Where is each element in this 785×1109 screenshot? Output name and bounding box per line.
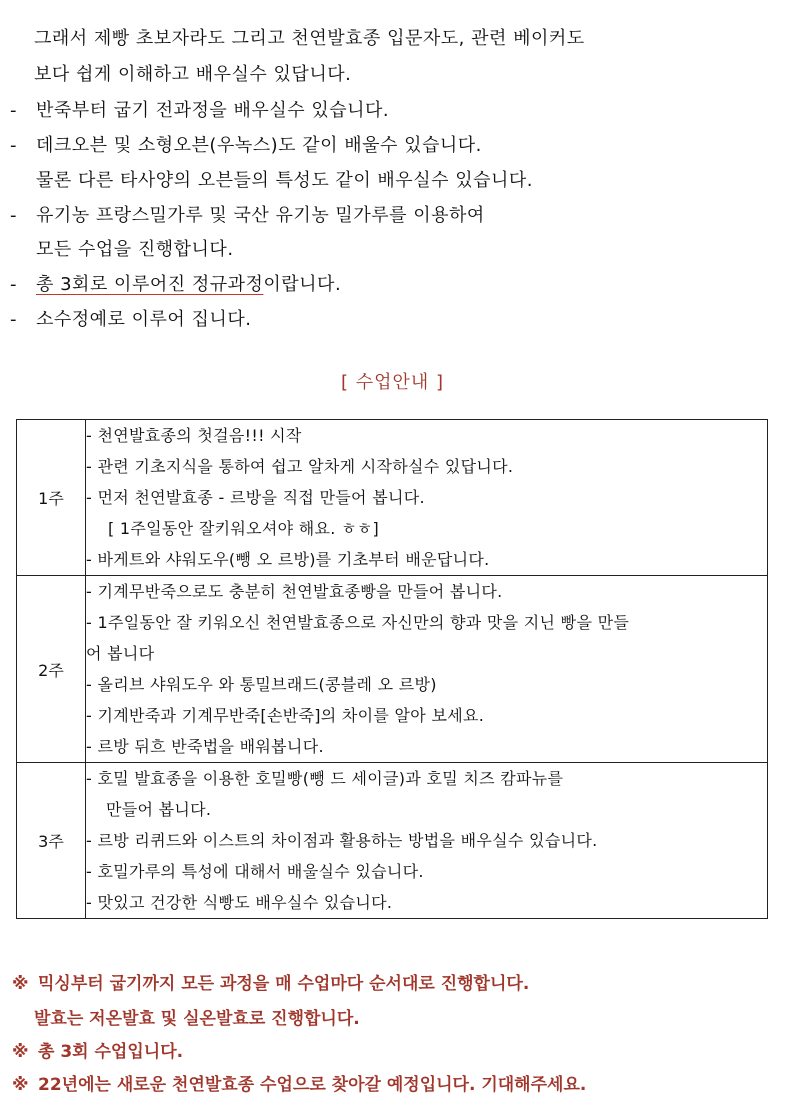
bullet-dash: -: [10, 309, 17, 330]
note-text: 22년에는 새로운 천연발효종 수업으로 찾아갈 예정입니다. 기대해주세요.: [38, 1075, 587, 1095]
intro-text: 그래서 제빵 초보자라도 그리고 천연발효종 입문자도, 관련 베이커도: [34, 28, 585, 49]
content-line: - 먼저 천연발효종 - 르방을 직접 만들어 봅니다.: [86, 488, 425, 507]
intro-text: 모든 수업을 진행합니다.: [36, 239, 234, 260]
content-line: 만들어 봅니다.: [106, 800, 212, 819]
content-line: - 기계반죽과 기계무반죽[손반죽]의 차이를 알아 보세요.: [86, 706, 485, 725]
intro-text: 소수정예로 이루어 집니다.: [36, 309, 252, 330]
content-line: 어 봅니다: [86, 644, 155, 663]
table-row: [17, 576, 768, 763]
reference-mark: ※: [12, 1042, 29, 1062]
bullet-dash: -: [10, 274, 17, 295]
content-line: - 호밀 발효종을 이용한 호밀빵(뺑 드 세이글)과 호밀 치즈 캄파뉴를: [86, 769, 564, 788]
week-label: 1주: [17, 420, 86, 576]
week-content: [86, 576, 768, 763]
content-line: - 1주일동안 잘 키워오신 천연발효종으로 자신만의 향과 맛을 지닌 빵을 만들: [86, 613, 630, 632]
intro-text: 물론 다른 타사양의 오븐들의 특성도 같이 배우실수 있습니다.: [36, 170, 533, 191]
content-line: - 관련 기초지식을 통하여 쉽고 알차게 시작하실수 있답니다.: [86, 457, 514, 476]
note-text: 믹싱부터 굽기까지 모든 과정을 매 수업마다 순서대로 진행합니다.: [38, 974, 530, 994]
note-text: 총 3회 수업입니다.: [38, 1042, 184, 1062]
week-label: 2주: [17, 576, 86, 763]
content-line: - 기계무반죽으로도 충분히 천연발효종빵을 만들어 봅니다.: [86, 582, 503, 601]
intro-text: 유기농 프랑스밀가루 및 국산 유기농 밀가루를 이용하여: [36, 205, 485, 226]
bullet-dash: -: [10, 205, 17, 226]
content-line: - 맛있고 건강한 식빵도 배우실수 있습니다.: [86, 893, 393, 912]
table-row: [17, 763, 768, 919]
note-text: 발효는 저온발효 및 실온발효로 진행합니다.: [34, 1009, 360, 1029]
intro-text: [36, 268, 341, 302]
week-content: [86, 763, 768, 919]
reference-mark: ※: [12, 1075, 29, 1095]
bullet-dash: -: [10, 100, 17, 121]
content-line: - 바게트와 샤워도우(뺑 오 르방)를 기초부터 배운답니다.: [86, 550, 490, 569]
content-line: - 천연발효종의 첫걸음!!! 시작: [86, 426, 302, 445]
intro-text: 데크오븐 및 소형오븐(우녹스)도 같이 배울수 있습니다.: [36, 135, 482, 156]
content-line: [ 1주일동안 잘키워오셔야 해요. ㅎㅎ]: [108, 519, 380, 538]
content-line: - 르방 리퀴드와 이스트의 차이점과 활용하는 방법을 배우실수 있습니다.: [86, 831, 598, 850]
intro-text-rest: 이랍니다.: [263, 274, 342, 295]
section-title: [ 수업안내 ]: [340, 372, 445, 393]
reference-mark: ※: [12, 974, 29, 994]
table-row: [17, 420, 768, 576]
underlined-text: 총 3회로 이루어진 정규과정: [36, 274, 264, 295]
intro-text: 보다 쉽게 이해하고 배우실수 있답니다.: [34, 64, 352, 85]
content-line: - 호밀가루의 특성에 대해서 배울실수 있습니다.: [86, 862, 424, 881]
intro-text: 반죽부터 굽기 전과정을 배우실수 있습니다.: [36, 100, 390, 121]
bullet-dash: -: [10, 135, 17, 156]
content-line: - 올리브 샤워도우 와 통밀브래드(콩블레 오 르방): [86, 675, 437, 694]
week-label: 3주: [17, 763, 86, 919]
class-schedule-table: [16, 419, 768, 919]
week-content: [86, 420, 768, 576]
content-line: - 르방 뒤흐 반죽법을 배워봅니다.: [86, 737, 324, 756]
